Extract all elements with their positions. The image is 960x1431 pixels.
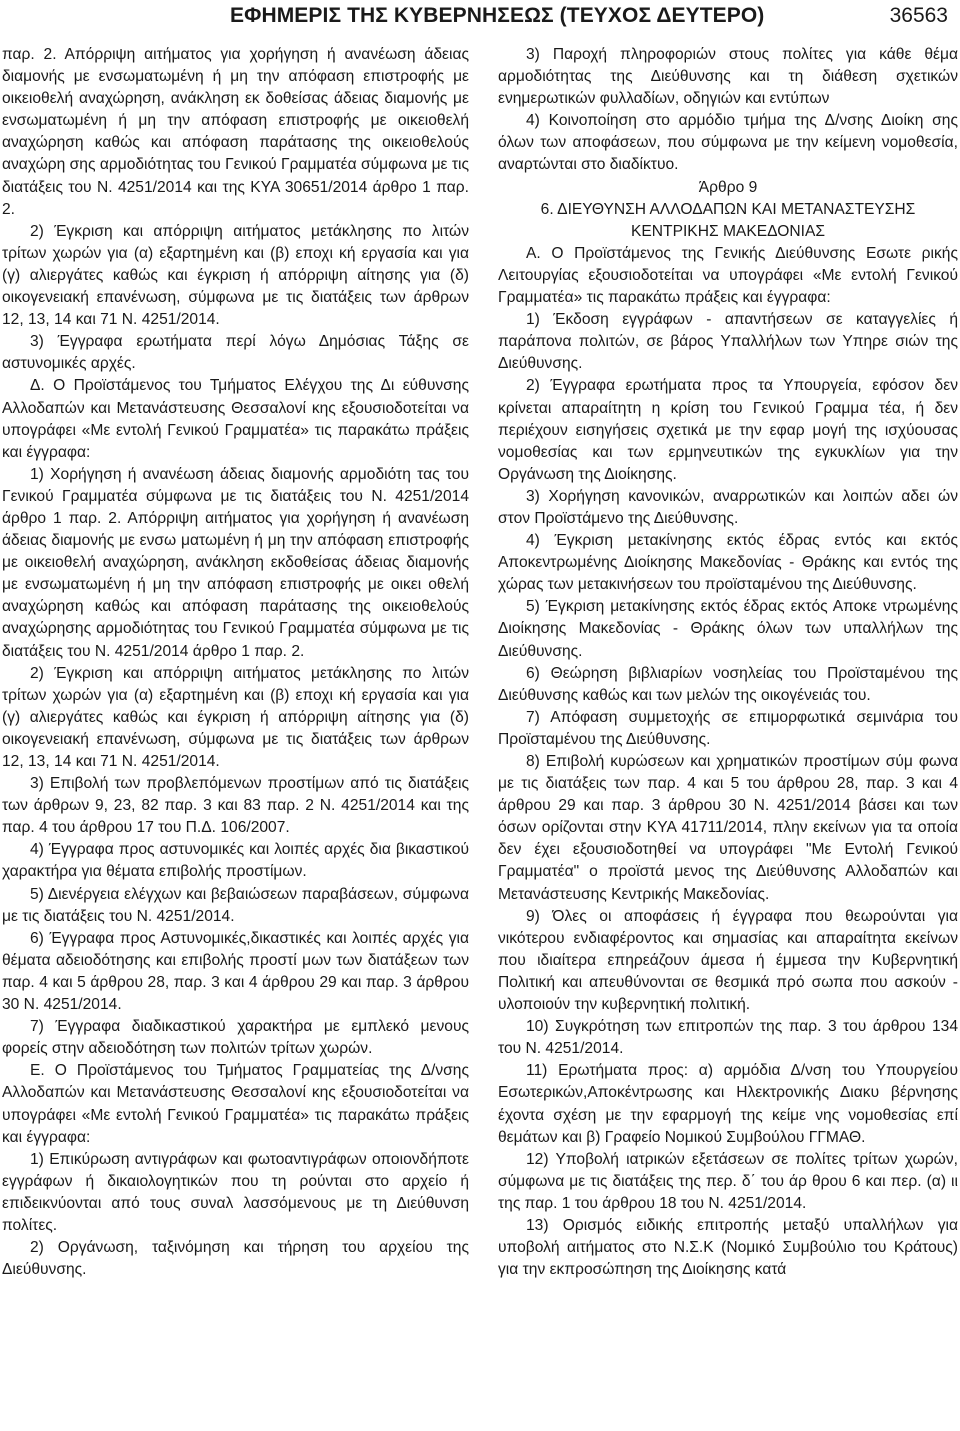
paragraph: 4) Κοινοποίηση στο αρμόδιο τμήμα της Δ/νσης Διοίκη σης όλων των αποφάσεων, που σύμφωνα με την κείμενη νομοθεσία, αναρτώνται στο διαδίκτυο.: [498, 112, 958, 174]
page-number: 36563: [889, 4, 948, 27]
gazette-title: ΕΦΗΜΕΡΙΣ ΤΗΣ ΚΥΒΕΡΝΗΣΕΩΣ (ΤΕΥΧΟΣ ΔΕΥΤΕΡΟ): [230, 4, 765, 27]
paragraph: 4) Έγγραφα προς αστυνομικές και λοιπές αρχές δια βικαστικού χαρακτήρα για θέματα επιβολής προστίμων.: [2, 841, 469, 881]
paragraph: 3) Παροχή πληροφοριών στους πολίτες για κάθε θέμα αρμοδιότητας της Διεύθυνσης και τη διάθεση σχετικών ενημερωτικών φυλλαδίων, οδηγιών και εντύπων: [498, 46, 958, 108]
paragraph: 4) Έγκριση μετακίνησης εκτός έδρας εντός και εκτός Αποκεντρωμένης Διοίκησης Μακεδονίας - Θράκης και εντός της χώρας των μετακινήσεων του προϊσταμένου της Διεύθυνσης.: [498, 532, 958, 594]
paragraph: 7) Έγγραφα διαδικαστικού χαρακτήρα με εμπλεκό μενους φορείς στην αδειοδότηση των πολιτών τρίτων χωρών.: [2, 1018, 469, 1058]
paragraph: 11) Ερωτήματα προς: α) αρμόδια Δ/νση του Υπουργείου Εσωτερικών,Αποκέντρωσης και Ηλεκτρονικής Διακυ βέρνησης έχοντα σχέση με την εφαρμογή της κείμε νης νομοθεσίας επί θεμάτων και β) Γραφείο Νομικού Συμβούλου ΓΓΜΑΘ.: [498, 1062, 958, 1146]
section-heading: 6. ΔΙΕΥΘΥΝΣΗ ΑΛΛΟΔΑΠΩΝ ΚΑΙ ΜΕΤΑΝΑΣΤΕΥΣΗΣ ΚΕΝΤΡΙΚΗΣ ΜΑΚΕΔΟΝΙΑΣ: [540, 200, 916, 240]
paragraph: 1) Επικύρωση αντιγράφων και φωτοαντιγράφων οποιονδήποτε εγγράφων ή δικαιολογητικών που τη ρούνται στο αρχείο ή επιδεικνύονται από τους συναλ λασσόμενους με τη Διεύθυνση πολίτες.: [2, 1150, 469, 1234]
right-column: [498, 44, 958, 1281]
paragraph: Δ. Ο Προϊστάμενος του Τμήματος Ελέγχου της Δι εύθυνσης Αλλοδαπών και Μετανάστευσης Θεσσαλονί κης εξουσιοδοτείται να υπογράφει «Με εντολή Γενικού Γραμματέα» τις παρακάτω πράξεις και έγγραφα:: [2, 377, 469, 461]
paragraph: 5) Διενέργεια ελέγχων και βεβαιώσεων παραβάσεων, σύμφωνα με τις διατάξεις του Ν. 4251/2014.: [2, 885, 469, 925]
page-header: [0, 0, 960, 44]
paragraph: 6) Θεώρηση βιβλιαρίων νοσηλείας του Προϊσταμένου της Διεύθυνσης καθώς και των μελών της οικογένειάς του.: [498, 664, 958, 704]
paragraph: 3) Επιβολή των προβλεπόμενων προστίμων από τις διατάξεις των άρθρων 9, 23, 82 παρ. 3 και 83 παρ. 2 Ν. 4251/2014 και της παρ. 4 του άρθρου 17 του Π.Δ. 106/2007.: [2, 775, 469, 837]
paragraph: 6) Έγγραφα προς Αστυνομικές,δικαστικές και λοιπές αρχές για θέματα αδειοδότησης και επιβολής προστί μων των διατάξεων των παρ. 4 και 5 άρθρου 28, παρ. 3 και 4 άρθρου 29 και παρ. 3 άρθρου 30 Ν. 4251/2014.: [2, 929, 469, 1014]
paragraph: 10) Συγκρότηση των επιτροπών της παρ. 3 του άρθρου 134 του Ν. 4251/2014.: [498, 1018, 958, 1058]
paragraph: 1) Χορήγηση ή ανανέωση άδειας διαμονής αρμοδιότη τας του Γενικού Γραμματέα σύμφωνα με τις διατάξεις του Ν. 4251/2014 άρθρο 1 παρ. 2. Απόρριψη αιτήματος για χορήγηση ή ανανέωση άδειας διαμονής με ενσω ματωμένη ή μη την απόφαση επιστροφής με οικειοθελή αναχώρηση, ανάκληση εκδοθείσας άδειας διαμονής με ενσωματωμένη ή μη την απόφαση επιστροφής με οικει οθελή αναχώρηση καθώς και απόφαση παράτασης της οικειοθελούς αναχώρησης αρμοδιότητας του Γενικού Γραμματέα σύμφωνα με τις διατάξεις του Ν. 4251/2014 άρθρο 1 παρ. 2.: [2, 465, 469, 660]
paragraph: Ε. Ο Προϊστάμενος του Τμήματος Γραμματείας της Δ/νσης Αλλοδαπών και Μετανάστευσης Θεσσαλονί κης εξουσιοδοτείται να υπογράφει «Με εντολή Γενικού Γραμματέα» τις παρακάτω πράξεις και έγγραφα:: [2, 1062, 469, 1146]
paragraph: 1) Έκδοση εγγράφων - απαντήσεων σε καταγγελίες ή παράπονα πολιτών, σε βάρος Υπαλλήλων των Υπηρε σιών της Διεύθυνσης.: [498, 311, 958, 373]
section-heading: Άρθρο 9: [698, 178, 758, 196]
paragraph: 8) Επιβολή κυρώσεων και χρηματικών προστίμων σύμ φωνα με τις διατάξεις των παρ. 4 και 5 του άρθρου 28, παρ. 3 και 4 άρθρου 29 και παρ. 3 άρθρου 30 Ν. 4251/2014 βάσει και των όσων ορίζονται στην ΚΥΑ 41711/2014, πλην εκείνων για τα οποία δεν έχει εξουσιοδοτηθεί να υπογράφει "Με Εντολή Γενικού Γραμματέα" ο προϊστά μενος της Διεύθυνσης Αλλοδαπών και Μετανάστευσης Κεντρικής Μακεδονίας.: [498, 753, 958, 903]
paragraph: 7) Απόφαση συμμετοχής σε επιμορφωτικά σεμινάρια του Προϊσταμένου της Διεύθυνσης.: [498, 708, 958, 748]
paragraph: 5) Έγκριση μετακίνησης εκτός έδρας εκτός Αποκε ντρωμένης Διοίκησης Μακεδονίας - Θράκης όλων των υπαλλήλων της Διεύθυνσης.: [498, 598, 958, 660]
left-column: [2, 44, 469, 1281]
paragraph: παρ. 2. Απόρριψη αιτήματος για χορήγηση ή ανανέωση άδειας διαμονής με ενσωματωμένη ή μη την απόφαση επιστροφής με οικειοθελή αναχώρηση, ανάκληση εκ δοθείσας άδειας διαμονής με ενσωματωμένη ή μη την απόφαση επιστροφής με οικειοθελή αναχώρηση καθώς και απόφαση παράτασης της οικειοθελούς αναχώρη σης αρμοδιότητας του Γενικού Γραμματέα σύμφωνα με τις διατάξεις του Ν. 4251/2014 και της ΚΥΑ 30651/2014 άρθρο 1 παρ. 2.: [2, 46, 469, 218]
paragraph: Α. Ο Προϊστάμενος της Γενικής Διεύθυνσης Εσωτε ρικής Λειτουργίας εξουσιοδοτείται να υπογράφει «Με εντολή Γενικού Γραμματέα» τις παρακάτω πράξεις και έγγραφα:: [498, 244, 958, 307]
paragraph: 12) Υποβολή ιατρικών εξετάσεων σε πολίτες τρίτων χωρών, σύμφωνα με τις διατάξεις της περ. δ΄ του άρ θρου 6 και περ. (α) ιι της παρ. 1 του άρθρου 18 του Ν. 4251/2014.: [498, 1150, 958, 1212]
paragraph: 2) Έγκριση και απόρριψη αιτήματος μετάκλησης πο λιτών τρίτων χωρών για (α) εξαρτημένη και (β) εποχι κή εργασία και για (γ) αλιεργάτες καθώς και έγκριση ή απόρριψη αίτησης για (δ) οικογενειακή επανένωση, σύμφωνα με τις διατάξεις των άρθρων 12, 13, 14 και 71 Ν. 4251/2014.: [2, 664, 469, 770]
paragraph: 9) Όλες οι αποφάσεις ή έγγραφα που θεωρούνται για νικότερου ενδιαφέροντος και σημασίας και απαραίτητα εκείνων που ιδιαίτερα επηρεάζουν άμεσα ή έμμεσα την Κυβερνητική Πολιτική και απευθύνονται σε θεσμικά πρό σωπα που ασκούν - υλοποιούν την κυβερνητική πολιτική.: [498, 907, 958, 1014]
paragraph: 2) Έγγραφα ερωτήματα προς τα Υπουργεία, εφόσον δεν κρίνεται απαραίτητη η κρίση του Γενικού Γραμμα τέα, ή δεν περιέχουν εισηγήσεις σχετικά με την εφαρ μογή της ισχύουσας νομοθεσίας και των ερμηνευτικών της εγκυκλίων για την Οργάνωση της Διοίκησης.: [498, 377, 958, 483]
paragraph: 3) Χορήγηση κανονικών, αναρρωτικών και λοιπών αδει ών στον Προϊστάμενο της Διεύθυνσης.: [498, 487, 958, 527]
paragraph: 13) Ορισμός ειδικής επιτροπής μεταξύ υπαλλήλων για υποβολή αιτήματος στο Ν.Σ.Κ (Νομικό Συμβούλιο του Κράτους) για την εκπροσώπηση της Διοίκησης κατά: [498, 1216, 958, 1279]
paragraph: 2) Οργάνωση, ταξινόμηση και τήρηση του αρχείου της Διεύθυνσης.: [2, 1239, 469, 1279]
paragraph: 2) Έγκριση και απόρριψη αιτήματος μετάκλησης πο λιτών τρίτων χωρών για (α) εξαρτημένη και (β) εποχι κή εργασία και για (γ) αλιεργάτες καθώς και έγκριση ή απόρριψη αίτησης για (δ) οικογενειακή επανένωση, σύμφωνα με τις διατάξεις των άρθρων 12, 13, 14 και 71 Ν. 4251/2014.: [2, 222, 469, 329]
paragraph: 3) Έγγραφα ερωτήματα περί λόγω Δημόσιας Τάξης σε αστυνομικές αρχές.: [2, 333, 469, 373]
